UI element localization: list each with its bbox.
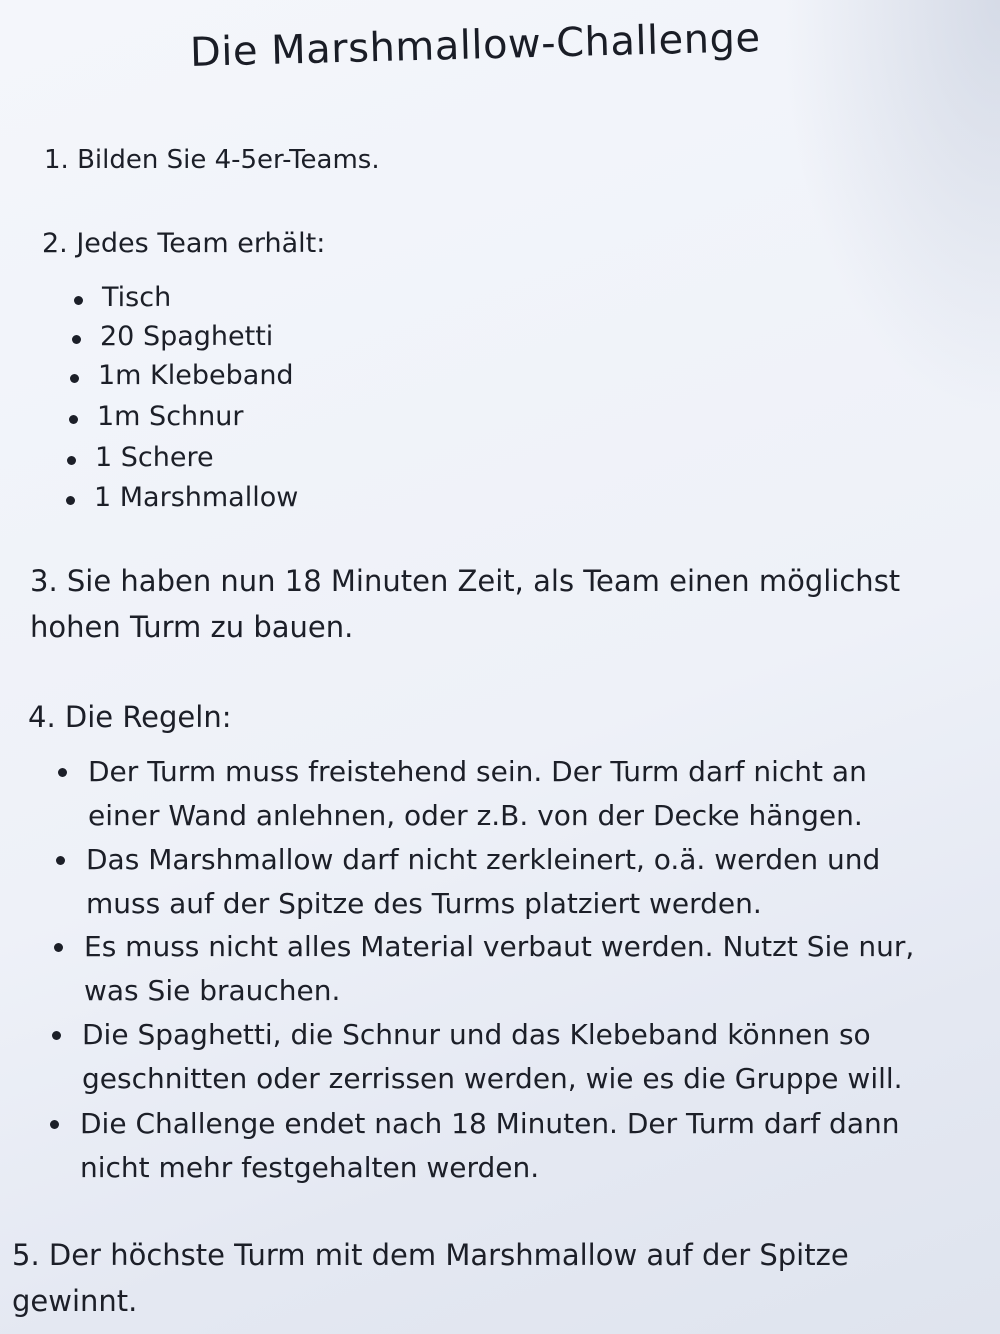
- list-item: [95, 442, 214, 473]
- list-item: [98, 360, 294, 391]
- bullet-icon: [66, 496, 75, 505]
- rule-item: [82, 1013, 903, 1101]
- rule-line-1: Die Spaghetti, die Schnur und das Klebeband können so: [82, 1018, 871, 1051]
- list-item: [100, 321, 273, 352]
- step-3-line-1: 3. Sie haben nun 18 Minuten Zeit, als Team einen möglichst: [30, 564, 901, 598]
- list-item-label: 20 Spaghetti: [100, 321, 274, 352]
- step-5-line-2: gewinnt.: [12, 1284, 138, 1318]
- rule-line-1: Das Marshmallow darf nicht zerkleinert, o.ä. werden und: [86, 843, 881, 876]
- list-item-label: Tisch: [102, 282, 172, 313]
- list-item-label: 1 Marshmallow: [94, 482, 299, 513]
- bullet-icon: [56, 856, 65, 865]
- bullet-icon: [50, 1120, 59, 1129]
- page-title: Die Marshmallow-Challenge: [189, 15, 762, 76]
- bullet-icon: [54, 943, 63, 952]
- rule-line-1: Der Turm muss freistehend sein. Der Turm darf nicht an: [88, 755, 867, 788]
- rule-item: [86, 838, 880, 926]
- step-5-line-1: 5. Der höchste Turm mit dem Marshmallow auf der Spitze: [12, 1238, 849, 1272]
- rule-line-2: geschnitten oder zerrissen werden, wie es die Gruppe will.: [82, 1062, 903, 1095]
- bullet-icon: [72, 335, 81, 344]
- step-2-heading: 2. Jedes Team erhält:: [42, 228, 326, 259]
- list-item-label: 1m Schnur: [97, 401, 244, 432]
- step-4-heading: 4. Die Regeln:: [28, 700, 232, 734]
- rule-line-2: nicht mehr festgehalten werden.: [80, 1151, 540, 1184]
- bullet-icon: [52, 1031, 61, 1040]
- step-3-line-2: hohen Turm zu bauen.: [30, 610, 354, 644]
- rule-line-2: was Sie brauchen.: [84, 974, 341, 1007]
- rule-item: [88, 750, 867, 838]
- list-item: [94, 482, 298, 513]
- list-item: [97, 401, 243, 432]
- bullet-icon: [69, 415, 78, 424]
- rule-line-1: Es muss nicht alles Material verbaut werden. Nutzt Sie nur,: [84, 930, 915, 963]
- list-item-label: 1 Schere: [95, 442, 214, 473]
- bullet-icon: [67, 456, 76, 465]
- bullet-icon: [74, 296, 83, 305]
- bullet-icon: [58, 768, 67, 777]
- rule-item: [84, 925, 914, 1013]
- rule-line-2: einer Wand anlehnen, oder z.B. von der Decke hängen.: [88, 799, 863, 832]
- rule-line-2: muss auf der Spitze des Turms platziert werden.: [86, 887, 762, 920]
- bullet-icon: [70, 374, 79, 383]
- page-shadow: [780, 0, 1000, 420]
- rule-item: [80, 1102, 899, 1190]
- rule-line-1: Die Challenge endet nach 18 Minuten. Der Turm darf dann: [80, 1107, 900, 1140]
- list-item-label: 1m Klebeband: [98, 360, 294, 391]
- list-item: [102, 282, 171, 313]
- step-1: 1. Bilden Sie 4-5er-Teams.: [44, 145, 380, 175]
